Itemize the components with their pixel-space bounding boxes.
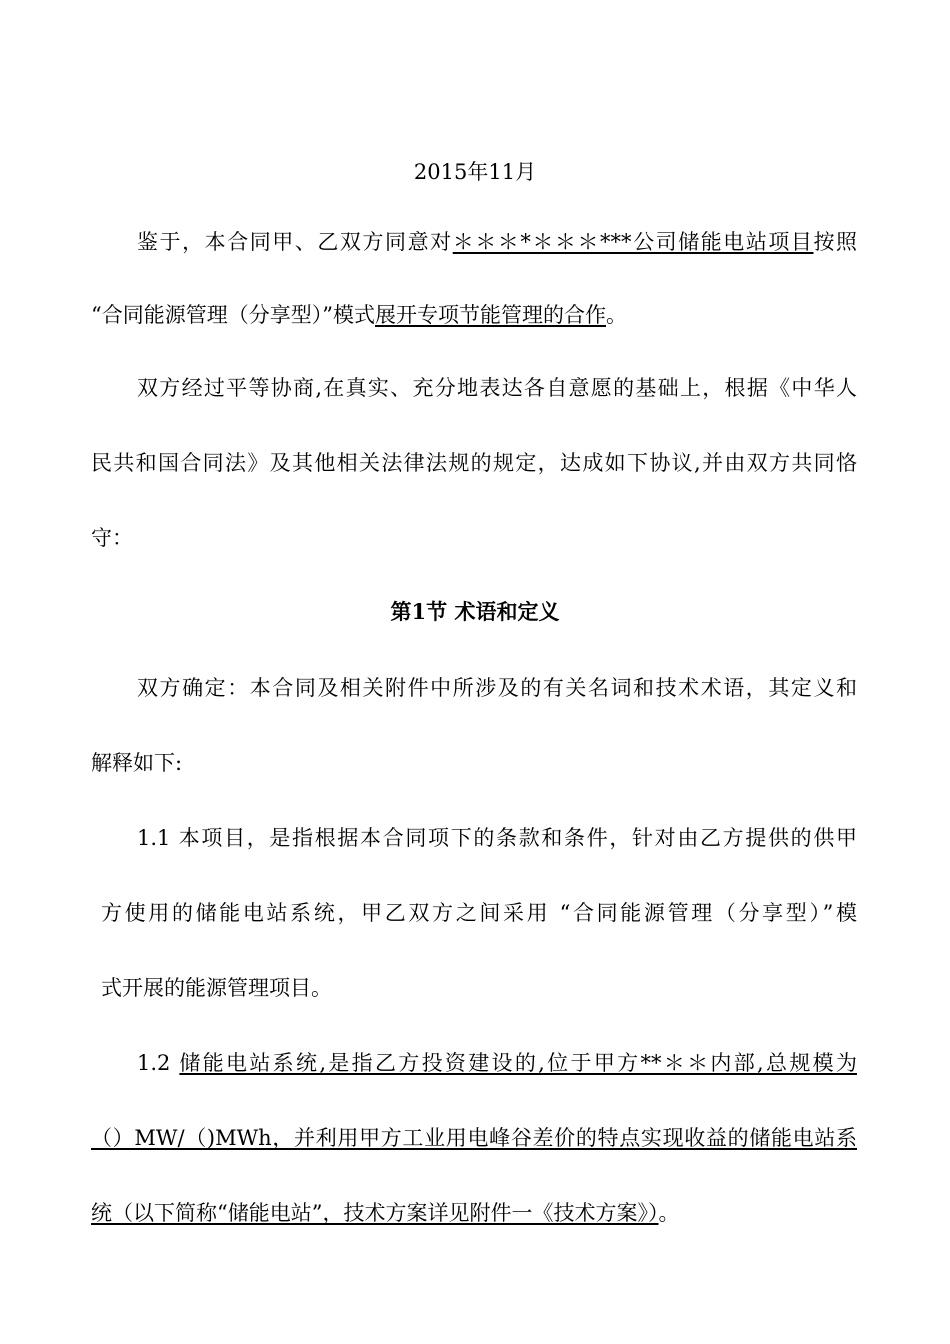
date-line: 2015年11月: [413, 160, 537, 184]
para2-line2: 民共和国合同法》及其他相关法律法规的规定，达成如下协议,并由双方共同恪: [91, 451, 857, 475]
clause-1-1-line3: 式开展的能源管理项目。: [101, 976, 332, 1000]
clause-1-1-line1: 1.1 本项目，是指根据本合同项下的条款和条件，针对由乙方提供的供甲: [137, 826, 857, 850]
para1-text: “合同能源管理（分享型）”模式: [91, 303, 375, 327]
para1-text: 鉴于，本合同甲、乙双方同意对: [137, 230, 453, 254]
clause-1-2-text: 储能电站系统,是指乙方投资建设的,位于甲方**＊＊内部,总规模为: [179, 1051, 858, 1075]
para1-line1: [91, 228, 857, 256]
clause-1-2-text: 统（以下简称“储能电站”，技术方案详见附件一《技术方案》）: [91, 1201, 659, 1225]
clause-number: 1.2: [137, 1051, 180, 1075]
cooperation-phrase: 展开专项节能管理的合作: [374, 303, 606, 327]
clause-1-2-end: 。: [658, 1201, 680, 1225]
clause-1-2-line1: [91, 1049, 857, 1077]
para3-line2: 解释如下:: [91, 751, 183, 775]
clause-1-2-line3: [91, 1199, 679, 1227]
para3-line1: 双方确定：本合同及相关附件中所涉及的有关名词和技术术语，其定义和: [137, 676, 857, 700]
project-name: ＊＊＊*＊＊＊***公司储能电站项目: [452, 230, 814, 254]
clause-1-2-line2: （）MW/（)MWh，并利用甲方工业用电峰谷差价的特点实现收益的储能电站系: [91, 1126, 857, 1150]
para1-text: 。: [605, 303, 627, 327]
section-heading: 第1节 术语和定义: [390, 599, 560, 624]
para1-text: 按照: [813, 230, 858, 254]
clause-1-1-line2: 方使用的储能电站系统，甲乙双方之间采用 “合同能源管理（分享型）”模: [101, 901, 857, 925]
para2-line1: 双方经过平等协商,在真实、充分地表达各自意愿的基础上，根据《中华人: [137, 376, 857, 400]
para2-line3: 守：: [91, 526, 133, 550]
para1-line2: [91, 301, 627, 329]
